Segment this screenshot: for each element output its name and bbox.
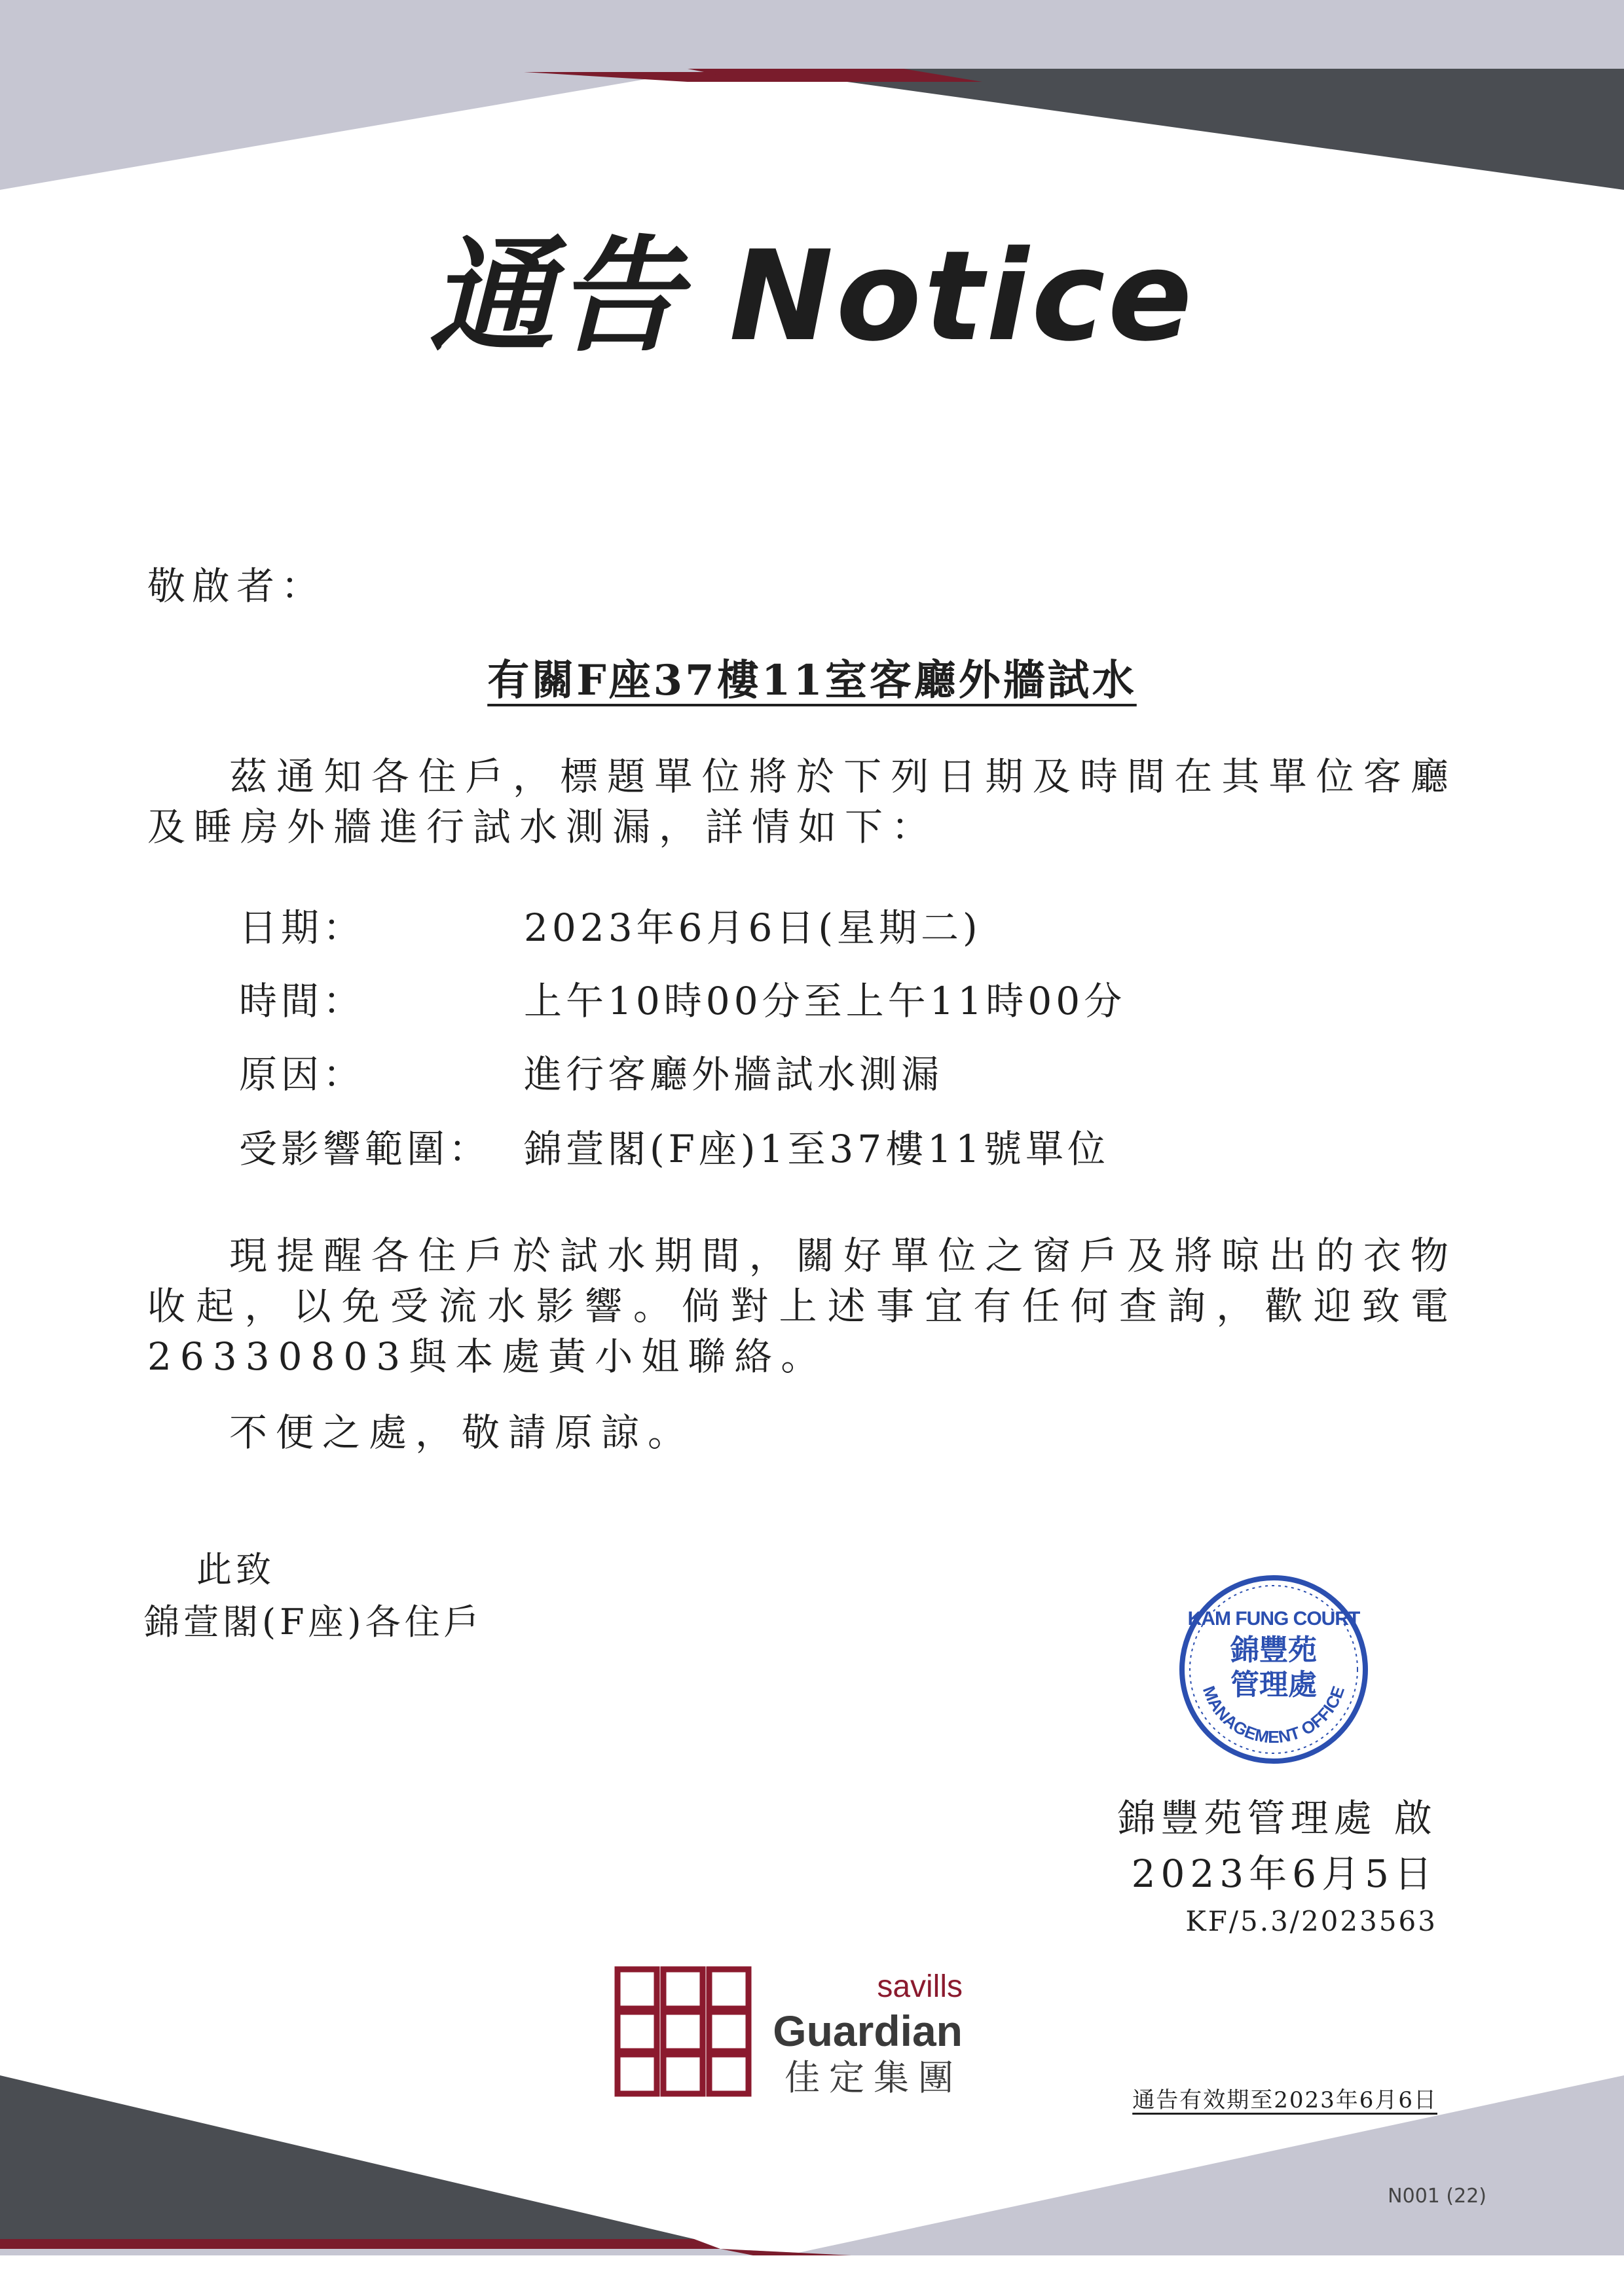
- reminder-paragraph: 現提醒各住戶於試水期間，關好單位之窗戶及將晾出的衣物收起，以免受流水影響。倘對上述事宜有任何查詢，歡迎致電26330803與本處黃小姐聯絡。: [147, 1233, 1457, 1379]
- intro-paragraph: 茲通知各住戶，標題單位將於下列日期及時間在其單位客廳及睡房外牆進行試水測漏，詳情如下：: [147, 754, 1457, 849]
- closing-line-2: 錦萱閣(F座)各住戶: [144, 1601, 483, 1643]
- form-number: N001 (22): [1388, 2185, 1486, 2208]
- closing-line-1: 此致: [196, 1549, 275, 1590]
- stamp-line-top: KAM FUNG COURT: [1187, 1608, 1360, 1630]
- top-banner: [0, 0, 1624, 196]
- management-office-stamp: [1175, 1571, 1372, 1768]
- detail-label-scope: 受影響範圍：: [239, 1127, 491, 1171]
- apology-text: 不便之處，敬請原諒。: [229, 1410, 695, 1455]
- stamp-line-2: 管理處: [1230, 1668, 1317, 1702]
- detail-value-time: 上午10時00分至上午11時00分: [524, 979, 1126, 1023]
- logo-brand: savills: [877, 1969, 963, 2004]
- detail-value-date: 2023年6月6日(星期二): [524, 905, 982, 950]
- notice-subject-text: 有關F座37樓11室客廳外牆試水: [487, 656, 1137, 705]
- stamp-arc-textpath: MANAGEMENT OFFICE: [1198, 1683, 1349, 1747]
- signature: 錦豐苑管理處 啟: [1117, 1796, 1437, 1840]
- notice-subject: [0, 647, 1624, 707]
- stamp-line-1: 錦豐苑: [1230, 1633, 1317, 1667]
- notice-title: 通告 Notice: [429, 224, 1195, 369]
- detail-value-reason: 進行客廳外牆試水測漏: [524, 1052, 944, 1097]
- logo-chinese: 佳定集團: [784, 2057, 963, 2098]
- savills-guardian-logo: [612, 1964, 979, 2098]
- logo-name: Guardian: [773, 2007, 963, 2055]
- salutation: 敬啟者：: [147, 564, 326, 608]
- detail-label-reason: 原因：: [239, 1052, 365, 1097]
- detail-label-date: 日期：: [239, 905, 365, 950]
- validity-note: 通告有效期至2023年6月6日: [1132, 2087, 1437, 2113]
- sign-date: 2023年6月5日: [1131, 1851, 1437, 1896]
- reference-number: KF/5.3/2023563: [1185, 1905, 1437, 1937]
- detail-value-scope: 錦萱閣(F座)1至37樓11號單位: [524, 1127, 1110, 1171]
- detail-label-time: 時間：: [239, 979, 365, 1023]
